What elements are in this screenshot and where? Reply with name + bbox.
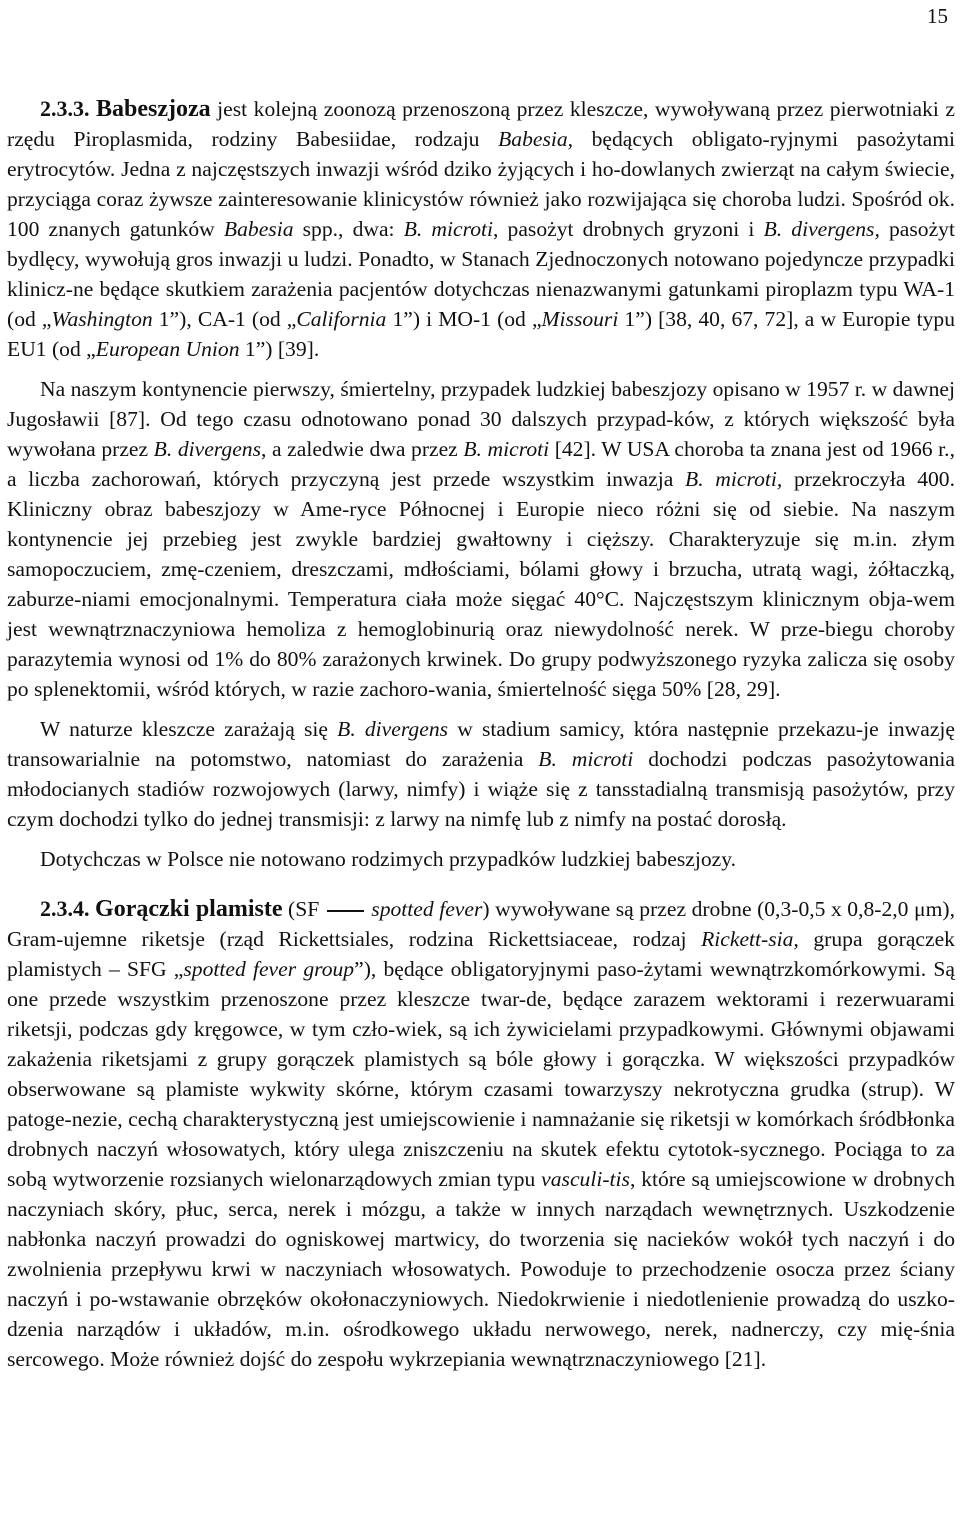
italic-run: California bbox=[296, 307, 387, 331]
text-run: dochodzi podczas pasożytowania młodocianych stadiów rozwojowych (larwy, nimfy) i wiąże się z tansstadialną transmisją pasożytów, przy czym dochodzi tylko do jednej transmisji: z larwy na nimfę lub z nimfy na postać dorosłą. bbox=[7, 747, 955, 831]
italic-run: Missouri bbox=[541, 307, 619, 331]
section-number: 2.3.3. bbox=[40, 96, 90, 121]
italic-run: Babesia, bbox=[498, 127, 574, 151]
text-run: jest kolejną zoonozą przenoszoną przez kleszcze, wywoływaną przez pierwotniaki z rzędu Piroplasmida, rodziny Babesiidae, rodzaju bbox=[7, 97, 956, 151]
italic-run: spotted fever group bbox=[183, 957, 355, 981]
text-run: w stadium samicy, która następnie przekazu-je inwazję transowarialnie na potomstwo, natomiast do zarażenia bbox=[7, 717, 956, 771]
section-2-3-3-paragraph-3 bbox=[7, 714, 955, 834]
paragraph-runs bbox=[7, 97, 955, 361]
section-title: Gorączki plamiste bbox=[95, 896, 283, 922]
text-run: , pasożyt drobnych gryzoni i bbox=[493, 217, 764, 241]
italic-run: spotted fever bbox=[365, 897, 483, 921]
italic-run: B. divergens bbox=[337, 717, 449, 741]
text-run: (SF bbox=[282, 897, 325, 921]
paragraph-runs bbox=[7, 717, 955, 831]
text-run: przekroczyła 400. Kliniczny obraz babeszjozy w Ame-ryce Północnej i Europie nieco różni się od siebie. Na naszym kontynencie jej przebieg jest zwykle bardziej gwałtowny i cięższy. Charakteryzuje się m.in. złym samopoczuciem, zmę-czeniem, dreszczami, mdłościami, bólami głowy i brzucha, utratą wagi, żółtaczką, zaburze-niami emocjonalnymi. Temperatura ciała może sięgać 40°C. Najczęstszym klinicznym obja-wem jest wewnątrznaczyniowa hemoliza z hemoglobinurią oraz niewydolność nerek. W prze-biegu choroby parazytemia wynosi od 1% do 80% zarażonych krwinek. Do grupy podwyższonego ryzyka zalicza się osoby po splenektomii, wśród których, w razie zachoro-wania, śmiertelność sięga 50% [28, 29]. bbox=[7, 467, 955, 701]
text-run: 1”) [39]. bbox=[239, 337, 320, 361]
section-number: 2.3.4. bbox=[40, 896, 90, 921]
italic-run: B. divergens bbox=[153, 437, 261, 461]
text-run: , a zaledwie dwa przez bbox=[261, 437, 464, 461]
paragraph-runs bbox=[7, 897, 955, 1371]
text-run: 1”) [38, 40, 67, 72], a w Europie typu EU1 (od „ bbox=[7, 307, 956, 361]
italic-run: B. microti bbox=[463, 437, 550, 461]
text-run: spp., dwa: bbox=[293, 217, 404, 241]
text-run: 1”) i MO-1 (od „ bbox=[386, 307, 542, 331]
section-2-3-4-paragraph-1 bbox=[7, 894, 955, 1374]
text-run: 1”), CA-1 (od „ bbox=[152, 307, 297, 331]
text-run: grupa gorączek plamistych – SFG „ bbox=[7, 927, 955, 981]
italic-run: B. microti bbox=[403, 217, 493, 241]
italic-run: Washington bbox=[51, 307, 153, 331]
italic-run: B. microti, bbox=[685, 467, 783, 491]
section-2-3-3-paragraph-2 bbox=[7, 374, 955, 704]
italic-run: European Union bbox=[95, 337, 240, 361]
text-run: , które są umiejscowione w drobnych naczyniach skóry, płuc, serca, nerek i mózgu, a także w innych narządach wewnętrznych. Uszkodzenie nabłonka naczyń prowadzi do ogniskowej martwicy, do tworzenia się nacieków wokół tych naczyń i do zwolnienia przepływu krwi w naczyniach włosowatych. Powoduje to przechodzenie osocza przez ściany naczyń i po-wstawanie obrzęków okołonaczyniowych. Niedokrwienie i niedotlenienie prowadzą do uszko-dzenia narządów i układów, m.in. ośrodkowego układu nerwowego, nerek, nadnerczy, czy mię-śnia sercowego. Może również dojść do zespołu wykrzepiania wewnątrznaczyniowego [21]. bbox=[7, 1167, 955, 1371]
text-run: ) wywoływane są przez drobne (0,3-0,5 x 0,8-2,0 μm), Gram-ujemne riketsje (rząd Rickettsiales, rodzina Rickettsiaceae, rodzaj bbox=[7, 897, 955, 951]
text-run: ”), będące obligatoryjnymi paso-żytami wewnątrzkomórkowymi. Są one przede wszystkim przenoszone przez kleszcze twar-de, będące zarazem wektorami i rezerwuarami riketsji, podczas gdy kręgowce, w tym czło-wiek, są ich żywicielami przypadkowymi. Głównymi objawami zakażenia riketsjami z grupy gorączek plamistych są bóle głowy i gorączka. W większości przypadków obserwowane są plamiste wykwity skórne, którym czasami towarzyszy nekrotyczna grudka (strup). W patoge-nezie, cechą charakterystyczną jest umiejscowienie i namnażanie się riketsji w komórkach śródbłonka drobnych naczyń włosowatych, który ulega zniszczeniu na skutek efektu cytotok-sycznego. Pociąga to za sobą wytworzenie rozsianych wielonarządowych zmian typu bbox=[7, 957, 955, 1191]
document-body bbox=[7, 94, 955, 1374]
paragraph-runs bbox=[7, 377, 955, 701]
text-run: pasożyt bydlęcy, wywołują gros inwazji u ludzi. Ponadto, w Stanach Zjednoczonych notowano pojedyncze przypadki klinicz-ne będące skutkiem zarażenia pacjentów dotychczas nienazwanymi gatunkami piroplazm typu WA-1 (od „ bbox=[7, 217, 955, 331]
text-run: Na naszym kontynencie pierwszy, śmiertelny, przypadek ludzkiej babeszjozy opisano w 1957 r. w dawnej Jugosławii [87]. Od tego czasu odnotowano ponad 30 dalszych przypad-ków, z których większość była wywołana przez bbox=[7, 377, 955, 461]
italic-run: B. divergens, bbox=[763, 217, 880, 241]
italic-run: Rickett-sia, bbox=[701, 927, 799, 951]
text-run: [42]. W USA choroba ta znana jest od 1966 r., a liczba zachorowań, których przyczyną jest przede wszystkim inwazja bbox=[7, 437, 955, 491]
text-run: W naturze kleszcze zarażają się bbox=[40, 717, 338, 741]
em-dash-rule bbox=[327, 910, 364, 912]
section-2-3-3-paragraph-4 bbox=[7, 844, 955, 874]
italic-run: Babesia bbox=[223, 217, 294, 241]
text-run: będących obligato-ryjnymi pasożytami erytrocytów. Jedna z najczęstszych inwazji wśród dziko żyjących i ho-dowlanych zwierząt na całym świecie, przyciąga coraz żywsze zainteresowanie klinicystów również jako rozwijająca się choroba ludzi. Spośród ok. 100 znanych gatunków bbox=[7, 127, 955, 241]
page-number: 15 bbox=[927, 4, 948, 28]
italic-run: B. microti bbox=[538, 747, 634, 771]
section-title: Babeszjoza bbox=[96, 96, 211, 122]
section-2-3-3-paragraph-1 bbox=[7, 94, 955, 364]
italic-run: vasculi-tis bbox=[541, 1167, 630, 1191]
paragraph-text: Dotychczas w Polsce nie notowano rodzimych przypadków ludzkiej babeszjozy. bbox=[40, 847, 736, 871]
